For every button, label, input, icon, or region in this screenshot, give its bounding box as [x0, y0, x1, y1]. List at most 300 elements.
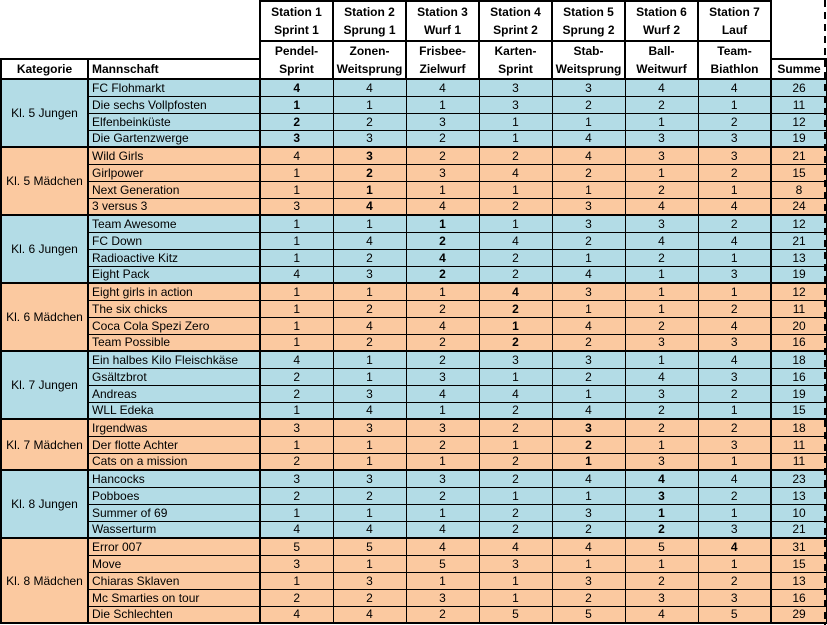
score-cell: 2 [479, 334, 552, 351]
event-header-cell: Stab- Weitsprung [552, 41, 625, 79]
team-row [1, 572, 827, 589]
station-header-row [1, 1, 827, 41]
score-cell: 2 [698, 385, 771, 402]
score-cell: 2 [552, 164, 625, 181]
team-row [1, 351, 827, 368]
score-cell: 1 [552, 249, 625, 266]
score-cell: 2 [333, 164, 406, 181]
score-cell: 1 [333, 283, 406, 300]
score-cell: 1 [698, 96, 771, 113]
team-row [1, 113, 827, 130]
score-cell: 1 [479, 589, 552, 606]
score-cell: 2 [333, 334, 406, 351]
score-cell: 1 [333, 504, 406, 521]
score-cell: 3 [698, 436, 771, 453]
score-cell: 2 [479, 402, 552, 419]
team-name-cell: Eight girls in action [88, 283, 260, 300]
team-row [1, 606, 827, 623]
score-cell: 3 [260, 470, 333, 487]
score-cell: 2 [698, 300, 771, 317]
empty-cell [88, 1, 260, 41]
sum-cell: 16 [771, 589, 827, 606]
kategorie-header: Kategorie [1, 59, 88, 79]
team-row [1, 317, 827, 334]
score-cell: 4 [479, 232, 552, 249]
score-cell: 1 [333, 453, 406, 470]
team-row [1, 249, 827, 266]
team-row [1, 555, 827, 572]
score-cell: 4 [698, 79, 771, 96]
team-row [1, 402, 827, 419]
team-row [1, 130, 827, 147]
team-name-cell: Mc Smarties on tour [88, 589, 260, 606]
score-cell: 1 [698, 402, 771, 419]
score-cell: 1 [260, 232, 333, 249]
category-cell: Kl. 8 Mädchen [1, 538, 88, 623]
score-cell: 2 [552, 436, 625, 453]
empty-cell [1, 1, 88, 41]
team-name-cell: Hancocks [88, 470, 260, 487]
category-cell: Kl. 6 Jungen [1, 215, 88, 283]
score-cell: 4 [698, 538, 771, 555]
score-cell: 1 [479, 436, 552, 453]
sum-cell: 13 [771, 249, 827, 266]
score-cell: 3 [333, 419, 406, 436]
sum-cell: 18 [771, 419, 827, 436]
score-cell: 2 [479, 266, 552, 283]
page-break-line-horizontal [0, 622, 827, 624]
score-cell: 4 [260, 351, 333, 368]
score-cell: 1 [552, 453, 625, 470]
sum-cell: 31 [771, 538, 827, 555]
score-cell: 4 [552, 130, 625, 147]
score-cell: 4 [552, 317, 625, 334]
score-cell: 2 [406, 606, 479, 623]
team-name-cell: Die Schlechten [88, 606, 260, 623]
score-cell: 4 [406, 521, 479, 538]
team-name-cell: Radioactive Kitz [88, 249, 260, 266]
score-cell: 2 [479, 419, 552, 436]
score-cell: 4 [406, 79, 479, 96]
sum-cell: 21 [771, 147, 827, 164]
score-cell: 1 [406, 181, 479, 198]
station-header-cell: Station 5 Sprung 2 [552, 1, 625, 41]
score-cell: 1 [552, 181, 625, 198]
score-cell: 3 [625, 487, 698, 504]
score-cell: 1 [260, 249, 333, 266]
score-cell: 4 [552, 266, 625, 283]
team-name-cell: Next Generation [88, 181, 260, 198]
team-name-cell: Girlpower [88, 164, 260, 181]
team-name-cell: Move [88, 555, 260, 572]
score-cell: 1 [698, 555, 771, 572]
score-cell: 3 [479, 96, 552, 113]
team-row [1, 283, 827, 300]
score-cell: 3 [552, 572, 625, 589]
empty-cell [88, 41, 260, 59]
station-header-cell: Station 2 Sprung 1 [333, 1, 406, 41]
team-name-cell: Cats on a mission [88, 453, 260, 470]
score-cell: 2 [333, 249, 406, 266]
score-cell: 2 [552, 521, 625, 538]
score-cell: 2 [333, 113, 406, 130]
score-cell: 2 [406, 130, 479, 147]
score-cell: 1 [333, 96, 406, 113]
team-row [1, 266, 827, 283]
score-cell: 2 [479, 453, 552, 470]
score-cell: 3 [698, 334, 771, 351]
score-cell: 5 [698, 606, 771, 623]
score-cell: 3 [625, 385, 698, 402]
score-cell: 4 [406, 385, 479, 402]
team-row [1, 334, 827, 351]
sum-cell: 21 [771, 521, 827, 538]
score-cell: 2 [625, 96, 698, 113]
score-cell: 2 [698, 487, 771, 504]
team-name-cell: FC Flohmarkt [88, 79, 260, 96]
score-cell: 2 [406, 436, 479, 453]
score-cell: 1 [333, 215, 406, 232]
score-cell: 2 [552, 96, 625, 113]
score-cell: 1 [479, 215, 552, 232]
score-cell: 1 [698, 249, 771, 266]
sum-cell: 19 [771, 385, 827, 402]
score-cell: 1 [260, 334, 333, 351]
score-cell: 4 [406, 538, 479, 555]
score-cell: 3 [552, 283, 625, 300]
score-cell: 3 [260, 130, 333, 147]
station-header-cell: Station 7 Lauf [698, 1, 771, 41]
team-name-cell: Elfenbeinküste [88, 113, 260, 130]
score-cell: 1 [333, 181, 406, 198]
team-row [1, 147, 827, 164]
score-cell: 1 [479, 130, 552, 147]
sum-cell: 23 [771, 470, 827, 487]
score-cell: 4 [479, 538, 552, 555]
score-cell: 3 [552, 419, 625, 436]
category-cell: Kl. 5 Mädchen [1, 147, 88, 215]
score-cell: 3 [698, 368, 771, 385]
team-row [1, 538, 827, 555]
score-cell: 2 [260, 368, 333, 385]
event-header-row [1, 41, 827, 59]
team-name-cell: Die Gartenzwerge [88, 130, 260, 147]
score-cell: 4 [333, 317, 406, 334]
score-cell: 4 [625, 79, 698, 96]
score-cell: 1 [552, 113, 625, 130]
score-cell: 3 [260, 419, 333, 436]
score-cell: 3 [552, 79, 625, 96]
team-row [1, 79, 827, 96]
team-row [1, 487, 827, 504]
score-cell: 2 [479, 300, 552, 317]
score-cell: 3 [625, 130, 698, 147]
sum-cell: 15 [771, 402, 827, 419]
score-cell: 2 [406, 266, 479, 283]
sum-cell: 11 [771, 300, 827, 317]
score-cell: 4 [406, 249, 479, 266]
score-cell: 2 [698, 164, 771, 181]
score-cell: 3 [406, 368, 479, 385]
score-cell: 3 [479, 79, 552, 96]
score-cell: 4 [698, 351, 771, 368]
score-cell: 1 [552, 487, 625, 504]
team-row [1, 521, 827, 538]
score-cell: 2 [333, 487, 406, 504]
team-name-cell: WLL Edeka [88, 402, 260, 419]
sum-cell: 10 [771, 504, 827, 521]
score-cell: 3 [406, 113, 479, 130]
team-row [1, 232, 827, 249]
team-row [1, 300, 827, 317]
sum-cell: 15 [771, 555, 827, 572]
sum-cell: 29 [771, 606, 827, 623]
event-header-cell: Karten- Sprint [479, 41, 552, 79]
sum-cell: 13 [771, 572, 827, 589]
score-cell: 2 [406, 147, 479, 164]
score-cell: 3 [479, 351, 552, 368]
event-header-cell: Frisbee- Zielwurf [406, 41, 479, 79]
score-cell: 4 [333, 79, 406, 96]
score-cell: 1 [625, 300, 698, 317]
sum-cell: 16 [771, 334, 827, 351]
score-cell: 2 [479, 249, 552, 266]
score-cell: 1 [552, 300, 625, 317]
score-cell: 1 [260, 436, 333, 453]
score-cell: 4 [260, 266, 333, 283]
score-cell: 3 [552, 198, 625, 215]
score-cell: 3 [552, 351, 625, 368]
score-cell: 1 [260, 402, 333, 419]
score-cell: 2 [698, 572, 771, 589]
score-cell: 1 [625, 555, 698, 572]
score-cell: 2 [698, 419, 771, 436]
score-cell: 1 [406, 453, 479, 470]
sum-cell: 26 [771, 79, 827, 96]
team-name-cell: Andreas [88, 385, 260, 402]
score-cell: 3 [698, 266, 771, 283]
score-cell: 1 [625, 283, 698, 300]
category-cell: Kl. 8 Jungen [1, 470, 88, 538]
score-cell: 2 [625, 419, 698, 436]
score-cell: 2 [260, 487, 333, 504]
score-cell: 1 [260, 504, 333, 521]
score-cell: 1 [698, 181, 771, 198]
score-cell: 1 [406, 402, 479, 419]
score-cell: 4 [333, 232, 406, 249]
team-row [1, 453, 827, 470]
score-cell: 4 [698, 198, 771, 215]
sum-cell: 13 [771, 487, 827, 504]
score-cell: 3 [552, 504, 625, 521]
score-cell: 1 [625, 113, 698, 130]
score-cell: 3 [698, 589, 771, 606]
score-cell: 3 [625, 334, 698, 351]
page-break-line-vertical [824, 0, 826, 625]
team-name-cell: Team Awesome [88, 215, 260, 232]
score-cell: 1 [406, 572, 479, 589]
score-cell: 2 [698, 215, 771, 232]
score-cell: 3 [625, 147, 698, 164]
team-name-cell: FC Down [88, 232, 260, 249]
score-cell: 4 [698, 232, 771, 249]
score-cell: 3 [698, 130, 771, 147]
score-cell: 1 [333, 436, 406, 453]
score-cell: 4 [406, 317, 479, 334]
score-cell: 1 [260, 572, 333, 589]
team-row [1, 368, 827, 385]
team-name-cell: Der flotte Achter [88, 436, 260, 453]
score-cell: 3 [260, 555, 333, 572]
sum-cell: 12 [771, 283, 827, 300]
score-cell: 1 [479, 368, 552, 385]
score-cell: 4 [625, 368, 698, 385]
team-name-cell: Chiaras Sklaven [88, 572, 260, 589]
score-cell: 3 [406, 419, 479, 436]
score-cell: 5 [260, 538, 333, 555]
score-cell: 1 [406, 215, 479, 232]
score-cell: 2 [479, 198, 552, 215]
team-row [1, 419, 827, 436]
score-cell: 3 [406, 164, 479, 181]
score-cell: 2 [406, 300, 479, 317]
team-name-cell: Pobboes [88, 487, 260, 504]
event-header-cell: Ball- Weitwurf [625, 41, 698, 79]
team-name-cell: Eight Pack [88, 266, 260, 283]
score-cell: 5 [479, 606, 552, 623]
score-cell: 3 [698, 521, 771, 538]
team-row [1, 470, 827, 487]
score-cell: 1 [698, 453, 771, 470]
event-header-cell: Zonen- Weitsprung [333, 41, 406, 79]
score-cell: 2 [479, 521, 552, 538]
score-cell: 2 [625, 572, 698, 589]
score-cell: 5 [333, 538, 406, 555]
sum-cell: 20 [771, 317, 827, 334]
team-name-cell: The six chicks [88, 300, 260, 317]
score-cell: 2 [260, 453, 333, 470]
mannschaft-header: Mannschaft [88, 59, 260, 79]
sum-cell: 18 [771, 351, 827, 368]
score-cell: 2 [625, 317, 698, 334]
score-cell: 4 [333, 198, 406, 215]
score-cell: 2 [625, 181, 698, 198]
score-cell: 4 [625, 470, 698, 487]
team-name-cell: Coca Cola Spezi Zero [88, 317, 260, 334]
team-name-cell: Wasserturm [88, 521, 260, 538]
event-header-cell: Pendel- Sprint [260, 41, 333, 79]
score-cell: 4 [479, 385, 552, 402]
sum-cell: 11 [771, 96, 827, 113]
team-name-cell: 3 versus 3 [88, 198, 260, 215]
team-row [1, 215, 827, 232]
score-cell: 2 [625, 521, 698, 538]
score-cell: 3 [625, 453, 698, 470]
sum-cell: 19 [771, 130, 827, 147]
team-name-cell: Gsältzbrot [88, 368, 260, 385]
sum-cell: 19 [771, 266, 827, 283]
team-row [1, 96, 827, 113]
score-cell: 2 [625, 402, 698, 419]
score-cell: 1 [479, 181, 552, 198]
station-header-cell: Station 1 Sprint 1 [260, 1, 333, 41]
score-cell: 1 [479, 572, 552, 589]
score-cell: 4 [625, 606, 698, 623]
score-cell: 3 [698, 147, 771, 164]
score-cell: 3 [406, 470, 479, 487]
score-cell: 3 [479, 555, 552, 572]
score-cell: 1 [260, 181, 333, 198]
team-row [1, 181, 827, 198]
station-header-cell: Station 4 Sprint 2 [479, 1, 552, 41]
score-cell: 4 [552, 402, 625, 419]
score-cell: 2 [552, 232, 625, 249]
sum-cell: 21 [771, 232, 827, 249]
score-cell: 4 [260, 606, 333, 623]
score-cell: 5 [406, 555, 479, 572]
category-cell: Kl. 7 Jungen [1, 351, 88, 419]
score-cell: 1 [552, 385, 625, 402]
score-cell: 3 [333, 572, 406, 589]
sum-cell: 11 [771, 436, 827, 453]
score-cell: 2 [479, 147, 552, 164]
team-row [1, 385, 827, 402]
score-cell: 3 [333, 470, 406, 487]
team-name-cell: Die sechs Vollpfosten [88, 96, 260, 113]
score-cell: 1 [260, 283, 333, 300]
score-cell: 1 [260, 96, 333, 113]
score-cell: 1 [479, 113, 552, 130]
team-name-cell: Summer of 69 [88, 504, 260, 521]
score-cell: 3 [333, 147, 406, 164]
score-cell: 4 [698, 317, 771, 334]
score-cell: 2 [552, 368, 625, 385]
score-cell: 2 [333, 300, 406, 317]
score-cell: 4 [552, 147, 625, 164]
score-cell: 2 [406, 334, 479, 351]
score-cell: 3 [406, 589, 479, 606]
score-cell: 1 [479, 317, 552, 334]
category-cell: Kl. 6 Mädchen [1, 283, 88, 351]
score-cell: 2 [260, 113, 333, 130]
team-row [1, 589, 827, 606]
score-cell: 2 [552, 589, 625, 606]
score-cell: 3 [625, 589, 698, 606]
score-cell: 1 [698, 504, 771, 521]
score-cell: 1 [333, 368, 406, 385]
score-cell: 3 [260, 198, 333, 215]
score-cell: 1 [406, 504, 479, 521]
score-cell: 4 [260, 521, 333, 538]
category-cell: Kl. 7 Mädchen [1, 419, 88, 470]
score-cell: 1 [260, 164, 333, 181]
team-row [1, 504, 827, 521]
score-cell: 1 [260, 215, 333, 232]
team-name-cell: Error 007 [88, 538, 260, 555]
score-cell: 2 [406, 232, 479, 249]
score-cell: 1 [625, 266, 698, 283]
score-cell: 2 [260, 385, 333, 402]
score-cell: 4 [406, 198, 479, 215]
score-cell: 2 [625, 249, 698, 266]
score-cell: 1 [625, 436, 698, 453]
team-name-cell: Ein halbes Kilo Fleischkäse [88, 351, 260, 368]
score-cell: 4 [625, 198, 698, 215]
score-cell: 2 [479, 504, 552, 521]
score-cell: 5 [625, 538, 698, 555]
score-cell: 1 [406, 283, 479, 300]
score-cell: 2 [406, 487, 479, 504]
